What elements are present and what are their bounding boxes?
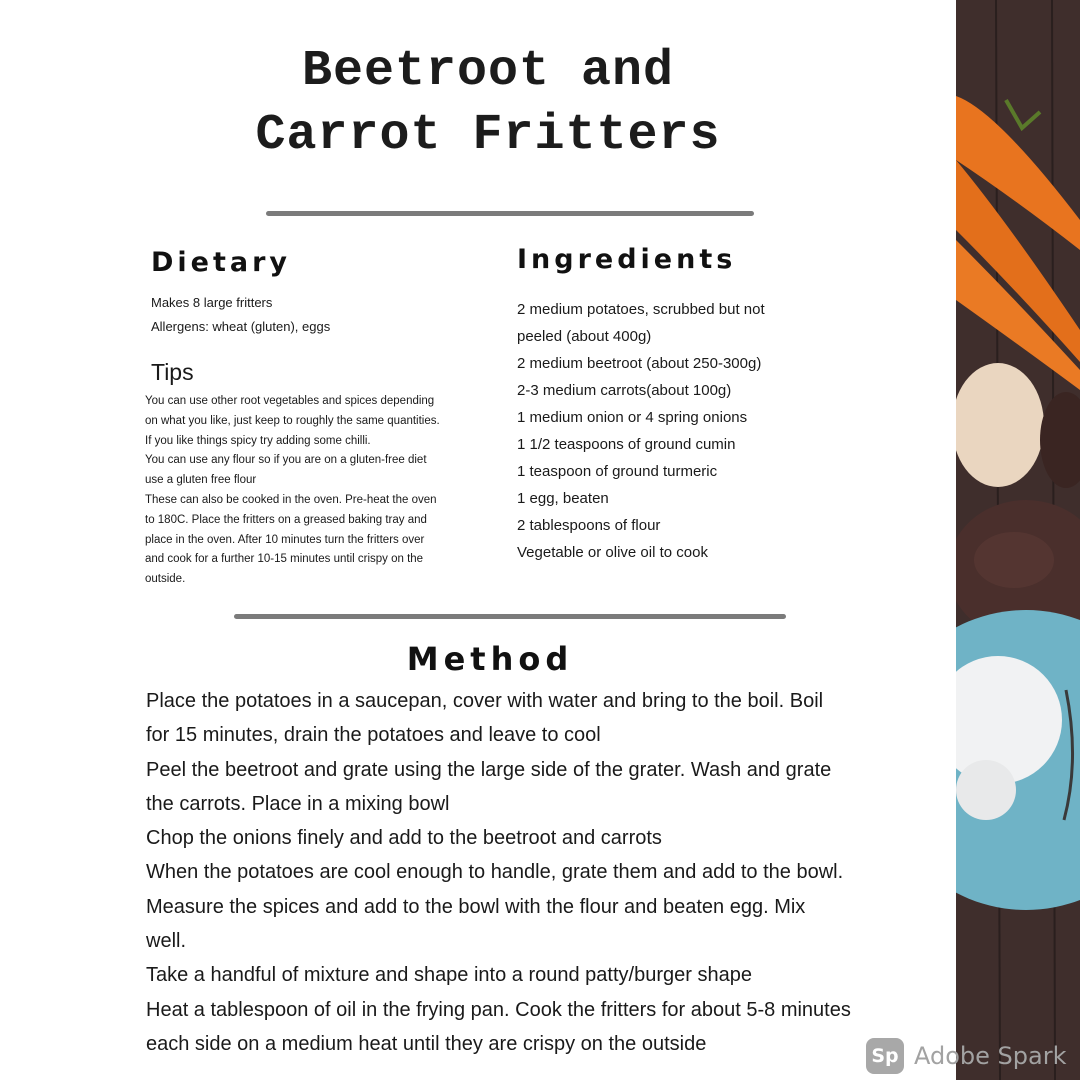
method-line: each side on a medium heat until they are crispy on the outside bbox=[146, 1032, 707, 1055]
tips-line: and cook for a further 10-15 minutes until crispy on the bbox=[145, 553, 424, 566]
method-line: Peel the beetroot and grate using the large side of the grater. Wash and grate bbox=[146, 758, 832, 781]
method-line: Take a handful of mixture and shape into a round patty/burger shape bbox=[146, 964, 752, 987]
method-line: Heat a tablespoon of oil in the frying pan. Cook the fritters for about 5-8 minutes bbox=[146, 998, 851, 1021]
ingredient-line: Vegetable or olive oil to cook bbox=[517, 544, 708, 561]
watermark-text: Adobe Spark bbox=[914, 1042, 1067, 1070]
divider-middle bbox=[234, 614, 786, 619]
tips-line: If you like things spicy try adding some chilli. bbox=[145, 434, 371, 447]
method-line: Measure the spices and add to the bowl with the flour and beaten egg. Mix bbox=[146, 895, 806, 918]
ingredient-line: 1 medium onion or 4 spring onions bbox=[517, 409, 748, 426]
adobe-spark-watermark bbox=[866, 1036, 1076, 1076]
ingredient-line: 1 teaspoon of ground turmeric bbox=[517, 463, 718, 480]
recipe-title-line-1: Beetroot and bbox=[301, 43, 675, 100]
method-line: Place the potatoes in a saucepan, cover with water and bring to the boil. Boil bbox=[146, 690, 824, 712]
divider-top bbox=[266, 211, 754, 216]
tips-line: on what you like, just keep to roughly the same quantities. bbox=[145, 414, 440, 427]
tips-line: You can use any flour so if you are on a gluten-free diet bbox=[145, 454, 427, 467]
method-line: When the potatoes are cool enough to handle, grate them and add to the bowl. bbox=[146, 861, 844, 884]
ingredients-list bbox=[517, 296, 817, 566]
tips-line: These can also be cooked in the oven. Pre-heat the oven bbox=[145, 493, 437, 506]
tips-heading: Tips bbox=[151, 359, 194, 385]
recipe-title-line-2: Carrot Fritters bbox=[255, 107, 721, 164]
ingredients-heading: Ingredients bbox=[517, 244, 737, 275]
method-line: the carrots. Place in a mixing bowl bbox=[146, 792, 450, 815]
vegetables-photo bbox=[956, 0, 1080, 1080]
method-line: well. bbox=[146, 930, 187, 953]
tips-section bbox=[145, 392, 475, 590]
method-line: for 15 minutes, drain the potatoes and leave to cool bbox=[146, 724, 601, 747]
tips-line: to 180C. Place the fritters on a greased baking tray and bbox=[145, 513, 427, 526]
ingredient-line: 1 egg, beaten bbox=[517, 490, 609, 507]
tips-line: use a gluten free flour bbox=[145, 474, 257, 487]
tips-line: You can use other root vegetables and spices depending bbox=[145, 395, 435, 407]
ingredient-line: 1 1/2 teaspoons of ground cumin bbox=[517, 436, 736, 453]
ingredient-line: 2 medium potatoes, scrubbed but not bbox=[517, 301, 765, 318]
spark-logo-icon: Sp bbox=[866, 1038, 904, 1074]
method-steps bbox=[146, 684, 926, 1061]
ingredient-line: 2-3 medium carrots(about 100g) bbox=[517, 382, 732, 399]
ingredient-line: 2 tablespoons of flour bbox=[517, 517, 661, 534]
ingredient-line: peeled (about 400g) bbox=[517, 328, 652, 345]
ingredient-line: 2 medium beetroot (about 250-300g) bbox=[517, 355, 762, 372]
method-line: Chop the onions finely and add to the beetroot and carrots bbox=[146, 827, 662, 850]
dietary-heading: Dietary bbox=[151, 247, 292, 278]
tips-line: place in the oven. After 10 minutes turn the fritters over bbox=[145, 533, 425, 546]
tips-line: outside. bbox=[145, 573, 186, 586]
dietary-line: Allergens: wheat (gluten), eggs bbox=[151, 319, 331, 334]
egg bbox=[956, 363, 1044, 487]
dietary-line: Makes 8 large fritters bbox=[151, 295, 273, 310]
dietary-section bbox=[151, 291, 330, 339]
method-heading: Method bbox=[406, 640, 574, 678]
